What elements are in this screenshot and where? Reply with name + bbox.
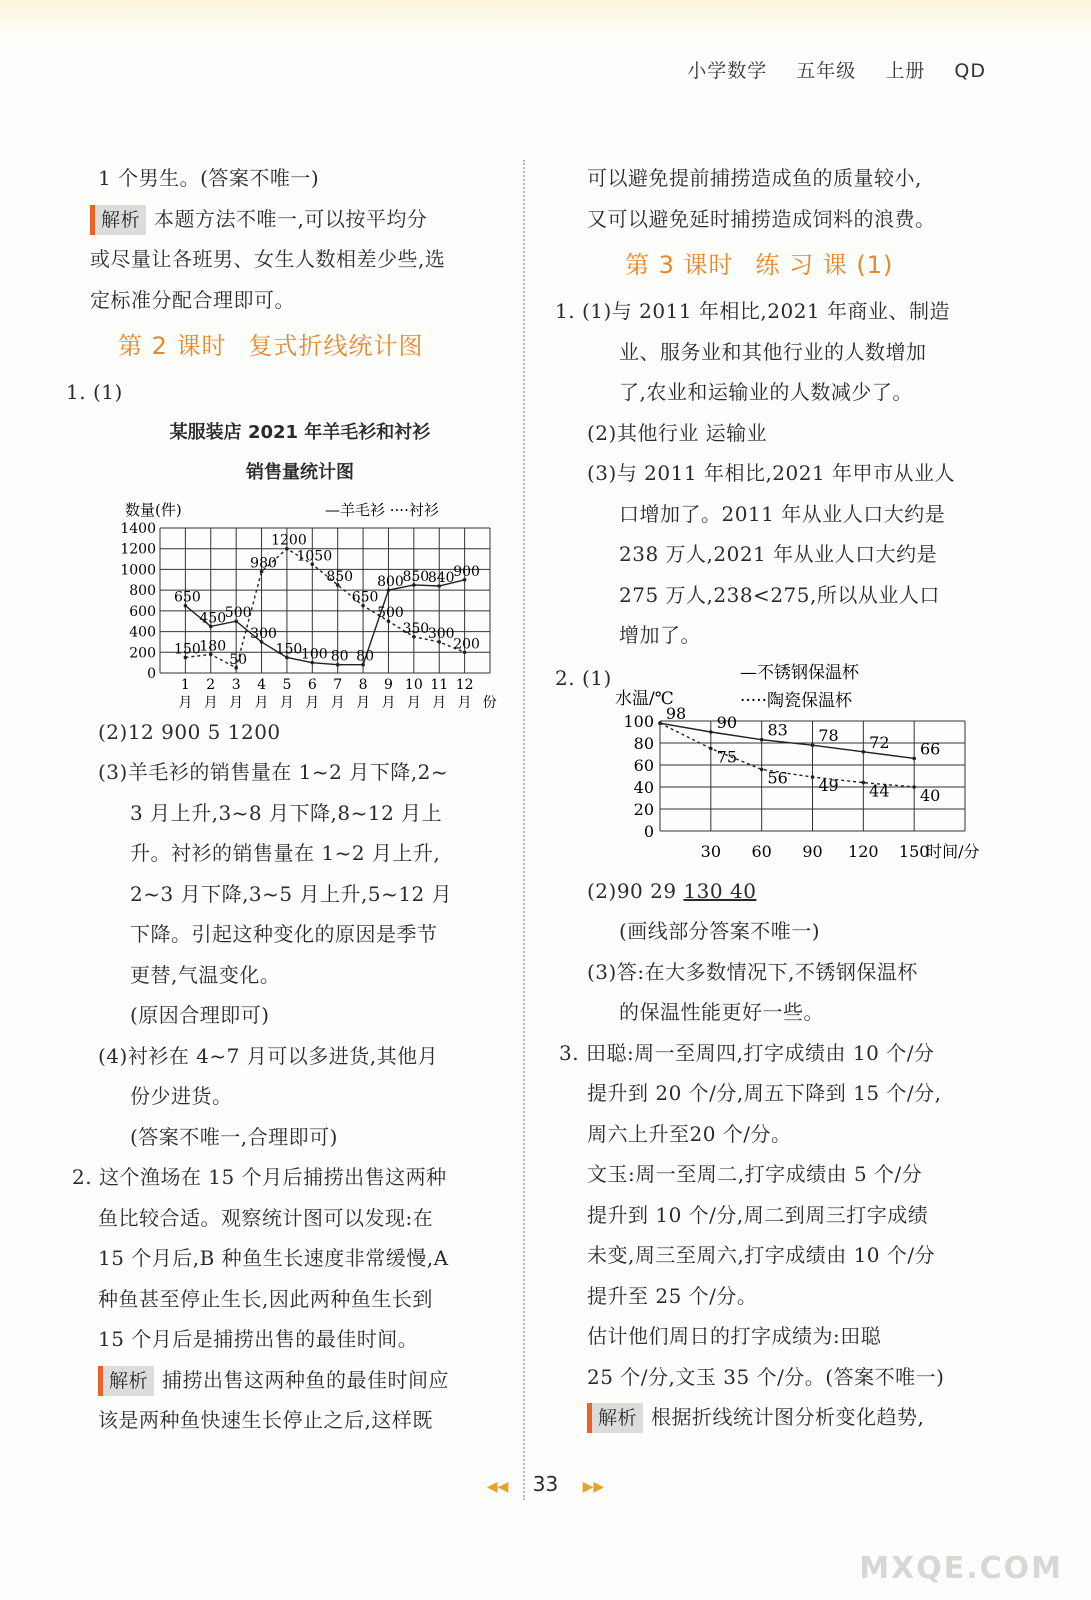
y-tick-label: 200 bbox=[129, 644, 156, 661]
chart-title-line2: 销售量统计图 bbox=[246, 461, 354, 483]
y-tick-label: 40 bbox=[633, 777, 654, 797]
answer-line: (3)答:在大多数情况下,不锈钢保温杯 bbox=[587, 959, 918, 984]
answer-line: (4)衬衫在 4~7 月可以多进货,其他月 bbox=[98, 1043, 439, 1068]
x-tick-label: 3 bbox=[231, 676, 241, 693]
answer-line: 增加了。 bbox=[619, 623, 701, 647]
answer-line: 种鱼甚至停止生长,因此两种鱼生长到 bbox=[98, 1286, 433, 1311]
answer-line: 更替,气温变化。 bbox=[130, 962, 281, 987]
explanation-line bbox=[555, 1397, 995, 1438]
x-tick-label: 2 bbox=[206, 676, 216, 693]
data-label: 840 bbox=[427, 569, 455, 586]
data-label: 98 bbox=[665, 703, 687, 723]
x-tick-unit: 月 bbox=[457, 694, 472, 708]
answer-line: 15 个月后是捕捞出售的最佳时间。 bbox=[98, 1327, 419, 1351]
answer-line: 2. 这个渔场在 15 个月后捕捞出售这两种 bbox=[72, 1165, 447, 1189]
answer-line: 1. (1)与 2011 年相比,2021 年商业、制造 bbox=[555, 299, 950, 323]
answer-line: 3. 田聪:周一至周四,打字成绩由 10 个/分 bbox=[559, 1040, 935, 1065]
answer-line: 25 个/分,文玉 35 个/分。(答案不唯一) bbox=[587, 1364, 945, 1389]
y-tick-label: 1200 bbox=[120, 541, 156, 558]
x-tick-unit: 月 bbox=[254, 694, 269, 708]
explanation-badge: 解析 bbox=[90, 205, 146, 235]
answer-line: 238 万人,2021 年从业人口大约是 bbox=[619, 542, 938, 566]
data-point bbox=[709, 730, 713, 734]
data-point bbox=[811, 743, 815, 747]
x-tick-label: 120 bbox=[848, 841, 879, 861]
header-subject: 小学数学 bbox=[687, 60, 768, 82]
water-temperature-chart bbox=[615, 656, 1035, 871]
data-label: 650 bbox=[174, 589, 201, 606]
lesson-heading bbox=[555, 239, 995, 291]
answer-text: (2)90 29 bbox=[587, 878, 684, 903]
data-label: 1200 bbox=[271, 532, 307, 549]
data-label: 90 bbox=[716, 712, 738, 732]
x-tick-label: 9 bbox=[384, 676, 393, 693]
lesson-title: 练 习 课 (1) bbox=[755, 251, 894, 279]
clothing-sales-chart bbox=[90, 493, 510, 708]
answer-line: 鱼比较合适。观察统计图可以发现:在 bbox=[98, 1205, 434, 1230]
page-footer bbox=[0, 1472, 1091, 1496]
x-tick-unit: 月 bbox=[356, 694, 371, 708]
answer-line: 提升至 25 个/分。 bbox=[587, 1283, 758, 1308]
data-label: 80 bbox=[330, 648, 349, 665]
answer-line: 业、服务业和其他行业的人数增加 bbox=[619, 339, 927, 364]
x-tick-label: 1 bbox=[180, 676, 190, 693]
data-label: 500 bbox=[377, 604, 404, 621]
explanation-text: 根据折线统计图分析变化趋势, bbox=[651, 1405, 925, 1429]
answer-line: 周六上升至20 个/分。 bbox=[587, 1121, 792, 1146]
next-page-icon[interactable]: ▶▶ bbox=[582, 1479, 605, 1495]
data-label: 980 bbox=[250, 555, 277, 571]
data-label: 78 bbox=[818, 725, 839, 745]
x-tick-label: 10 bbox=[404, 676, 423, 693]
x-tick-label: 30 bbox=[700, 841, 722, 861]
answer-line: (2)12 900 5 1200 bbox=[98, 719, 281, 744]
data-label: 50 bbox=[229, 651, 248, 668]
x-tick-unit: 月 bbox=[229, 694, 244, 708]
data-label: 850 bbox=[402, 568, 430, 585]
page-header bbox=[665, 56, 986, 83]
data-point bbox=[912, 785, 916, 789]
answer-line: 可以避免提前捕捞造成鱼的质量较小, bbox=[587, 166, 922, 190]
header-grade: 五年级 bbox=[796, 60, 857, 82]
answer-line: 275 万人,238<275,所以从业人口 bbox=[619, 582, 940, 607]
explanation-badge: 解析 bbox=[587, 1403, 643, 1433]
data-label: 72 bbox=[869, 732, 890, 752]
y-tick-label: 20 bbox=[633, 799, 654, 819]
x-tick-label: 60 bbox=[751, 841, 772, 861]
underlined-answer: 130 40 bbox=[683, 878, 757, 903]
column-divider bbox=[523, 160, 525, 1500]
watermark-logo: MXQE.COM bbox=[859, 1551, 1063, 1586]
x-tick-label: 6 bbox=[307, 676, 317, 693]
answer-line: 定标准分配合理即可。 bbox=[90, 287, 295, 312]
x-axis-label: 份 bbox=[482, 694, 497, 708]
answer-line: 又可以避免延时捕捞造成饲料的浪费。 bbox=[587, 206, 936, 231]
data-label: 800 bbox=[377, 573, 404, 590]
answer-line: 了,农业和运输业的人数减少了。 bbox=[619, 380, 913, 404]
chart-title-line1: 某服装店 2021 年羊毛衫和衬衫 bbox=[169, 421, 431, 443]
x-tick-unit: 月 bbox=[305, 694, 320, 708]
y-tick-label: 800 bbox=[129, 582, 156, 599]
data-point bbox=[658, 721, 662, 725]
x-tick-label: 12 bbox=[455, 676, 474, 693]
y-axis-label: 数量(件) bbox=[125, 500, 182, 519]
left-column bbox=[66, 158, 510, 1441]
answer-line bbox=[555, 871, 995, 912]
data-label: 450 bbox=[199, 609, 227, 626]
q2-block bbox=[555, 656, 995, 871]
data-label: 200 bbox=[453, 635, 480, 652]
data-label: 66 bbox=[919, 738, 941, 758]
x-tick-unit: 月 bbox=[432, 694, 447, 708]
y-axis-label: 水温/℃ bbox=[615, 688, 674, 709]
answer-line: (3)羊毛衫的销售量在 1~2 月下降,2~ bbox=[98, 760, 449, 784]
y-tick-label: 1000 bbox=[120, 561, 156, 578]
x-tick-unit: 月 bbox=[330, 694, 345, 708]
answer-line: 或尽量让各班男、女生人数相差少些,选 bbox=[90, 247, 446, 271]
explanation-line bbox=[90, 199, 510, 240]
data-label: 40 bbox=[919, 785, 941, 805]
data-point bbox=[760, 767, 764, 771]
y-tick-label: 400 bbox=[129, 624, 156, 641]
data-label: 100 bbox=[300, 646, 328, 663]
data-label: 180 bbox=[199, 637, 227, 654]
explanation-text: 本题方法不唯一,可以按平均分 bbox=[154, 206, 428, 231]
x-tick-label: 8 bbox=[358, 676, 368, 693]
answer-line: 升。衬衫的销售量在 1~2 月上升, bbox=[130, 841, 441, 865]
x-tick-label: 90 bbox=[802, 841, 823, 861]
data-point bbox=[912, 756, 916, 760]
prev-page-icon[interactable]: ◀◀ bbox=[486, 1479, 509, 1495]
answer-line: 提升到 10 个/分,周二到周三打字成绩 bbox=[587, 1202, 929, 1227]
x-tick-unit: 月 bbox=[279, 694, 294, 708]
data-label: 44 bbox=[869, 781, 890, 801]
question-number: 2. (1) bbox=[555, 665, 612, 690]
data-point bbox=[862, 780, 866, 784]
data-label: 150 bbox=[275, 640, 303, 657]
data-point bbox=[811, 775, 815, 779]
y-tick-label: 60 bbox=[633, 755, 654, 775]
data-label: 75 bbox=[716, 747, 738, 766]
data-label: 49 bbox=[818, 775, 839, 795]
x-tick-label: 11 bbox=[430, 676, 449, 693]
data-label: 350 bbox=[402, 620, 430, 637]
answer-line: (画线部分答案不唯一) bbox=[619, 919, 821, 943]
x-tick-label: 150 bbox=[898, 841, 930, 861]
y-tick-label: 0 bbox=[147, 665, 156, 682]
answer-line: 提升到 20 个/分,周五下降到 15 个/分, bbox=[587, 1081, 942, 1105]
lesson-number: 第 2 课时 bbox=[118, 332, 227, 360]
answer-line: 1 个男生。(答案不唯一) bbox=[98, 166, 320, 190]
data-label: 1050 bbox=[296, 547, 333, 564]
x-tick-label: 4 bbox=[257, 676, 266, 693]
data-point bbox=[760, 737, 764, 741]
explanation-line bbox=[90, 1360, 510, 1401]
y-tick-label: 80 bbox=[633, 733, 654, 753]
lesson-title: 复式折线统计图 bbox=[248, 332, 424, 360]
answer-line: 文玉:周一至周二,打字成绩由 5 个/分 bbox=[587, 1162, 923, 1186]
data-label: 900 bbox=[453, 563, 480, 580]
y-tick-label: 100 bbox=[623, 711, 654, 731]
data-label: 850 bbox=[326, 568, 354, 585]
answer-line: (3)与 2011 年相比,2021 年甲市从业人 bbox=[587, 461, 956, 485]
data-label: 650 bbox=[351, 589, 379, 606]
page-number: 33 bbox=[532, 1472, 559, 1496]
data-label: 83 bbox=[767, 720, 788, 740]
answer-line: 15 个月后,B 种鱼生长速度非常缓慢,A bbox=[98, 1246, 449, 1270]
answer-line: 3 月上升,3~8 月下降,8~12 月上 bbox=[130, 800, 443, 825]
answer-line: 估计他们周日的打字成绩为:田聪 bbox=[587, 1324, 882, 1348]
lesson-number: 第 3 课时 bbox=[625, 251, 734, 279]
answer-line: (原因合理即可) bbox=[130, 1003, 270, 1027]
answer-line: 口增加了。2011 年从业人口大约是 bbox=[619, 501, 946, 526]
y-tick-label: 1400 bbox=[120, 520, 156, 537]
explanation-badge: 解析 bbox=[98, 1366, 154, 1396]
answer-line: 下降。引起这种变化的原因是季节 bbox=[130, 922, 438, 946]
x-tick-label: 5 bbox=[282, 676, 292, 693]
x-tick-label: 7 bbox=[333, 676, 343, 693]
answer-line: 未变,周三至周六,打字成绩由 10 个/分 bbox=[587, 1243, 936, 1267]
answer-line: (2)其他行业 运输业 bbox=[587, 420, 768, 445]
x-tick-unit: 月 bbox=[203, 694, 218, 708]
data-label: 300 bbox=[250, 625, 277, 642]
header-volume: 上册 bbox=[885, 60, 926, 82]
legend-steel: —不锈钢保温杯 bbox=[740, 662, 859, 683]
data-label: 300 bbox=[427, 625, 455, 642]
right-column bbox=[555, 158, 995, 1438]
x-tick-unit: 月 bbox=[178, 694, 193, 708]
answer-line: 份少进货。 bbox=[130, 1084, 233, 1108]
data-label: 150 bbox=[174, 640, 201, 657]
answer-line: 的保温性能更好一些。 bbox=[619, 1000, 824, 1024]
legend-ceramic: ·····陶瓷保温杯 bbox=[740, 690, 853, 711]
data-point bbox=[709, 746, 713, 750]
chart-legend: —羊毛衫 ····衬衫 bbox=[325, 500, 439, 519]
x-axis-label: 时间/分 bbox=[926, 841, 980, 861]
data-label: 500 bbox=[224, 604, 252, 621]
answer-line: 2~3 月下降,3~5 月上升,5~12 月 bbox=[130, 881, 453, 906]
lesson-heading bbox=[90, 320, 510, 372]
top-banner bbox=[0, 0, 1091, 40]
x-tick-unit: 月 bbox=[406, 694, 421, 708]
explanation-text: 捕捞出售这两种鱼的最佳时间应 bbox=[162, 1367, 450, 1392]
x-tick-unit: 月 bbox=[381, 694, 396, 708]
answer-line: 该是两种鱼快速生长停止之后,这样既 bbox=[98, 1408, 433, 1432]
y-tick-label: 0 bbox=[643, 821, 654, 841]
y-tick-label: 600 bbox=[129, 603, 156, 620]
question-number: 1. (1) bbox=[66, 380, 123, 404]
data-label: 56 bbox=[767, 767, 788, 787]
data-point bbox=[862, 750, 866, 754]
answer-line: (答案不唯一,合理即可) bbox=[130, 1124, 338, 1149]
data-label: 80 bbox=[356, 648, 374, 665]
header-edition: QD bbox=[954, 60, 986, 82]
